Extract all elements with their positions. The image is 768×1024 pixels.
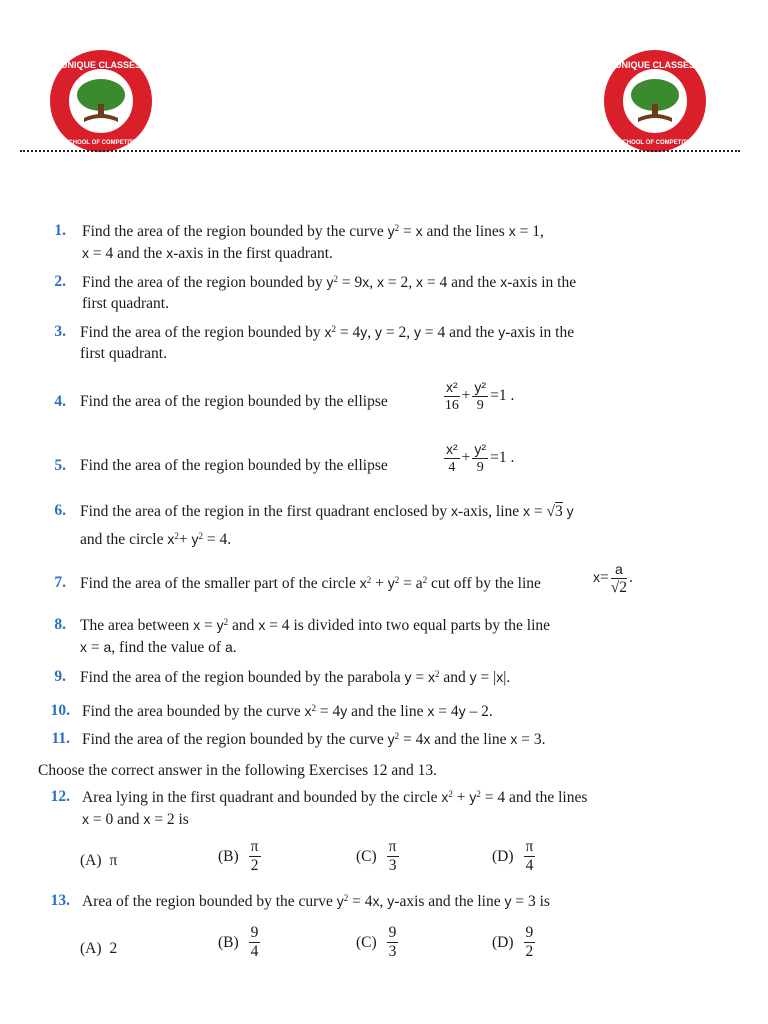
question-text-line2: first quadrant. — [82, 295, 169, 312]
option-b[interactable]: (B) $\frac{\pi}{2}$ — [218, 838, 259, 874]
question-number: 9. — [54, 668, 66, 685]
question-number: 10. — [50, 702, 70, 719]
question-text: Find the area of the region bounded by the parabola $y = x^2$ and y = |x|. — [80, 669, 511, 686]
option-d[interactable]: (D) $\frac{\pi}{4}$ — [492, 838, 534, 874]
ellipse-equation: $\frac{\text{x²}}{16}$ + $\frac{\text{y²}}{9}$ =1 . — [444, 379, 515, 413]
option-c[interactable]: (C) $\frac{9}{3}$ — [356, 924, 397, 960]
svg-text:UNIQUE CLASSES: UNIQUE CLASSES — [614, 60, 696, 70]
svg-text:A SCHOOL OF COMPETITION: A SCHOOL OF COMPETITION — [612, 140, 698, 146]
question-number: 8. — [54, 616, 66, 633]
option-c[interactable]: (C) $\frac{\pi}{3}$ — [356, 838, 397, 874]
svg-text:UNIQUE CLASSES: UNIQUE CLASSES — [60, 60, 142, 70]
option-a[interactable]: (A) 2 — [80, 940, 118, 957]
question-number: 4. — [54, 393, 66, 410]
question-text: Find the area bounded by the curve $x^2 = 4y$ and the line x = 4y – 2. — [82, 703, 493, 720]
ellipse-equation: $\frac{\text{x²}}{4}$ + $\frac{\text{y²}}{9}$ =1 . — [446, 441, 515, 475]
svg-text:A SCHOOL OF COMPETITION: A SCHOOL OF COMPETITION — [58, 140, 144, 146]
question-text-line2: x = 4 and the x-axis in the first quadrant. — [82, 245, 333, 262]
question-text-line2: x = 0 and x = 2 is — [82, 811, 189, 828]
question-text-line2: and the circle $x^2+ y^2 = 4$. — [80, 531, 232, 548]
choose-text: Choose the correct answer in the following Exercises 12 and 13. — [38, 762, 438, 779]
unique-classes-logo-left — [48, 48, 154, 154]
question-text: Area of the region bounded by the curve $y^2 = 4x$, y-axis and the line y = 3 is — [82, 893, 550, 910]
question-number: 11. — [51, 730, 70, 747]
question-text: Find the area of the region bounded by the ellipse — [80, 457, 388, 474]
question-number: 6. — [54, 502, 66, 519]
question-text: The area between $x = y^2$ and x = 4 is divided into two equal parts by the line — [80, 617, 551, 634]
option-d[interactable]: (D) $\frac{9}{2}$ — [492, 924, 534, 960]
question-text: Find the area of the region bounded by $x^2 = 4y$, y = 2, y = 4 and the y-axis in the — [80, 324, 575, 341]
question-text: Find the area of the region bounded by the curve $y^2 = x$ and the lines x = 1, — [82, 223, 544, 240]
question-number: 13. — [50, 892, 70, 909]
option-b[interactable]: (B) $\frac{9}{4}$ — [218, 924, 259, 960]
question-number: 5. — [54, 457, 66, 474]
question-text-line2: first quadrant. — [80, 345, 167, 362]
question-text: Find the area of the region bounded by the curve $y^2 = 4x$ and the line x = 3. — [82, 731, 546, 748]
question-text: Find the area of the region in the first quadrant enclosed by x-axis, line x = √3 y — [80, 503, 574, 520]
question-number: 12. — [50, 788, 70, 805]
header-divider — [20, 150, 740, 152]
question-number: 2. — [54, 273, 66, 290]
question-text: Find the area of the region bounded by $y^2 = 9x$, x = 2, x = 4 and the x-axis in the — [82, 274, 577, 291]
question-text: Area lying in the first quadrant and bounded by the circle $x^2 + y^2 = 4$ and the lines — [82, 789, 588, 806]
question-number: 7. — [54, 574, 66, 591]
question-text: Find the area of the smaller part of the circle $x^2 + y^2 = a^2$ cut off by the line — [80, 575, 541, 592]
line-equation: x= $\frac{a}{√2}$ . — [593, 561, 633, 596]
unique-classes-logo-right — [602, 48, 708, 154]
option-a[interactable]: (A) π — [80, 852, 118, 869]
question-text-line2: x = a, find the value of a. — [80, 639, 237, 656]
question-text: Find the area of the region bounded by the ellipse — [80, 393, 388, 410]
question-number: 1. — [54, 222, 66, 239]
question-number: 3. — [54, 323, 66, 340]
